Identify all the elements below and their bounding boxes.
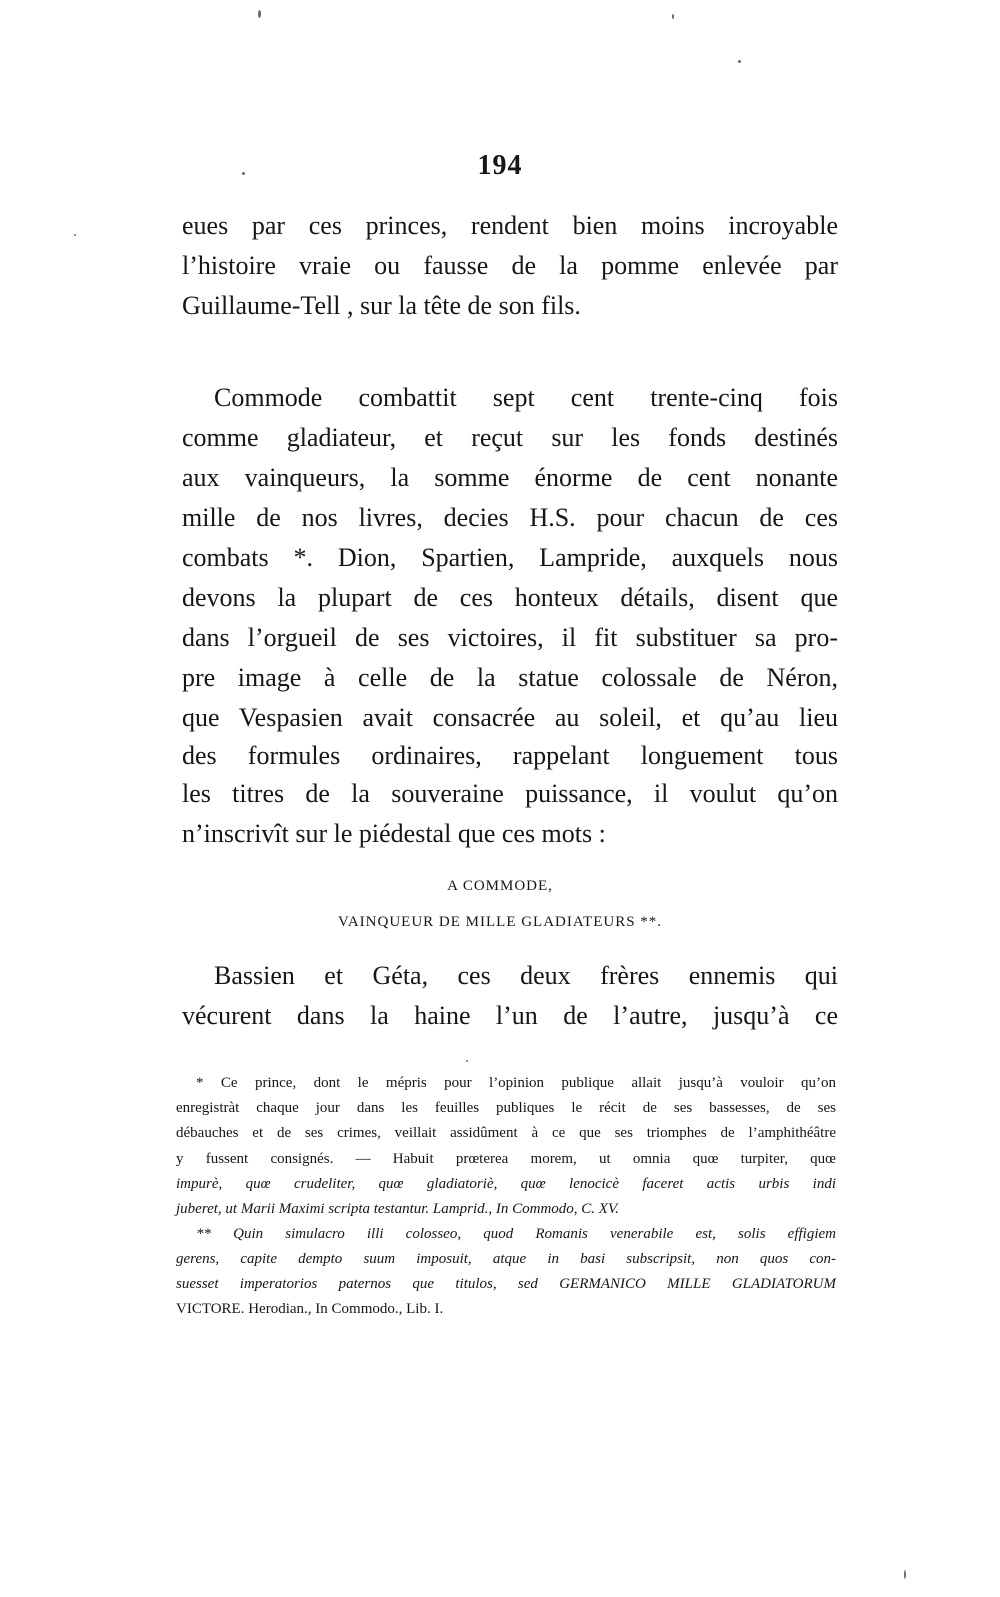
body-text-line: Commode combattit sept cent trente-cinq fois [214, 383, 838, 412]
footnote-line: débauches et de ses crimes, veillait assidûment à ce que ses triomphes de l’amphithéâtre [176, 1125, 836, 1141]
footnote-line: suesset imperatorios paternos que titulos, sed GERMANICO MILLE GLADIATORUM [176, 1276, 836, 1292]
body-text-line: les titres de la souveraine puissance, il voulut qu’on [182, 779, 838, 808]
footnote-line: gerens, capite dempto suum imposuit, atque in basi subscripsit, non quos con- [176, 1251, 836, 1267]
body-text-line: comme gladiateur, et reçut sur les fonds destinés [182, 423, 838, 452]
body-text-line: l’histoire vraie ou fausse de la pomme enlevée par [182, 251, 838, 280]
inscription-line: A COMMODE, [447, 878, 553, 894]
footnote-line: y fussent consignés. — Habuit prœterea morem, ut omnia quœ turpiter, quœ [176, 1151, 836, 1167]
page-number: 194 [477, 150, 523, 181]
body-text-line: Bassien et Géta, ces deux frères ennemis qui [214, 961, 838, 990]
footnote-line: * Ce prince, dont le mépris pour l’opinion publique allait jusqu’à vouloir qu’on [196, 1075, 836, 1091]
scan-speck [466, 1060, 468, 1062]
body-text-line: devons la plupart de ces honteux détails, disent que [182, 583, 838, 612]
scan-speck [242, 172, 245, 175]
scan-speck [74, 234, 76, 236]
body-text-line: mille de nos livres, decies H.S. pour chacun de ces [182, 503, 838, 532]
body-text-line: que Vespasien avait consacrée au soleil, et qu’au lieu [182, 703, 838, 732]
body-text-line: dans l’orgueil de ses victoires, il fit substituer sa pro- [182, 623, 838, 652]
body-text-line: aux vainqueurs, la somme énorme de cent nonante [182, 463, 838, 492]
footnote-line: impurè, quœ crudeliter, quœ gladiatoriè, quœ lenocicè faceret actis urbis indi [176, 1176, 836, 1192]
footnote-line: VICTORE. Herodian., In Commodo., Lib. I. [176, 1301, 444, 1317]
body-text-line: pre image à celle de la statue colossale de Néron, [182, 663, 838, 692]
footnote-line: juberet, ut Marii Maximi scripta testantur. Lamprid., In Commodo, C. XV. [176, 1201, 619, 1217]
footnote-line: ** Quin simulacro illi colosseo, quod Romanis venerabile est, solis effigiem [196, 1226, 836, 1242]
scan-speck [672, 14, 674, 19]
body-text-line: eues par ces princes, rendent bien moins incroyable [182, 211, 838, 240]
scan-speck [904, 1570, 906, 1579]
scan-speck [738, 60, 741, 63]
inscription-line: VAINQUEUR DE MILLE GLADIATEURS **. [337, 914, 663, 930]
body-text-line: n’inscrivît sur le piédestal que ces mots : [182, 819, 606, 848]
scan-speck [258, 10, 261, 18]
body-text-line: Guillaume-Tell , sur la tête de son fils. [182, 291, 581, 320]
body-text-line: vécurent dans la haine l’un de l’autre, jusqu’à ce [182, 1001, 838, 1030]
body-text-line: des formules ordinaires, rappelant longuement tous [182, 741, 838, 770]
footnote-line: enregistràt chaque jour dans les feuilles publiques le récit de ses bassesses, de ses [176, 1100, 836, 1116]
body-text-line: combats *. Dion, Spartien, Lampride, auxquels nous [182, 543, 838, 572]
